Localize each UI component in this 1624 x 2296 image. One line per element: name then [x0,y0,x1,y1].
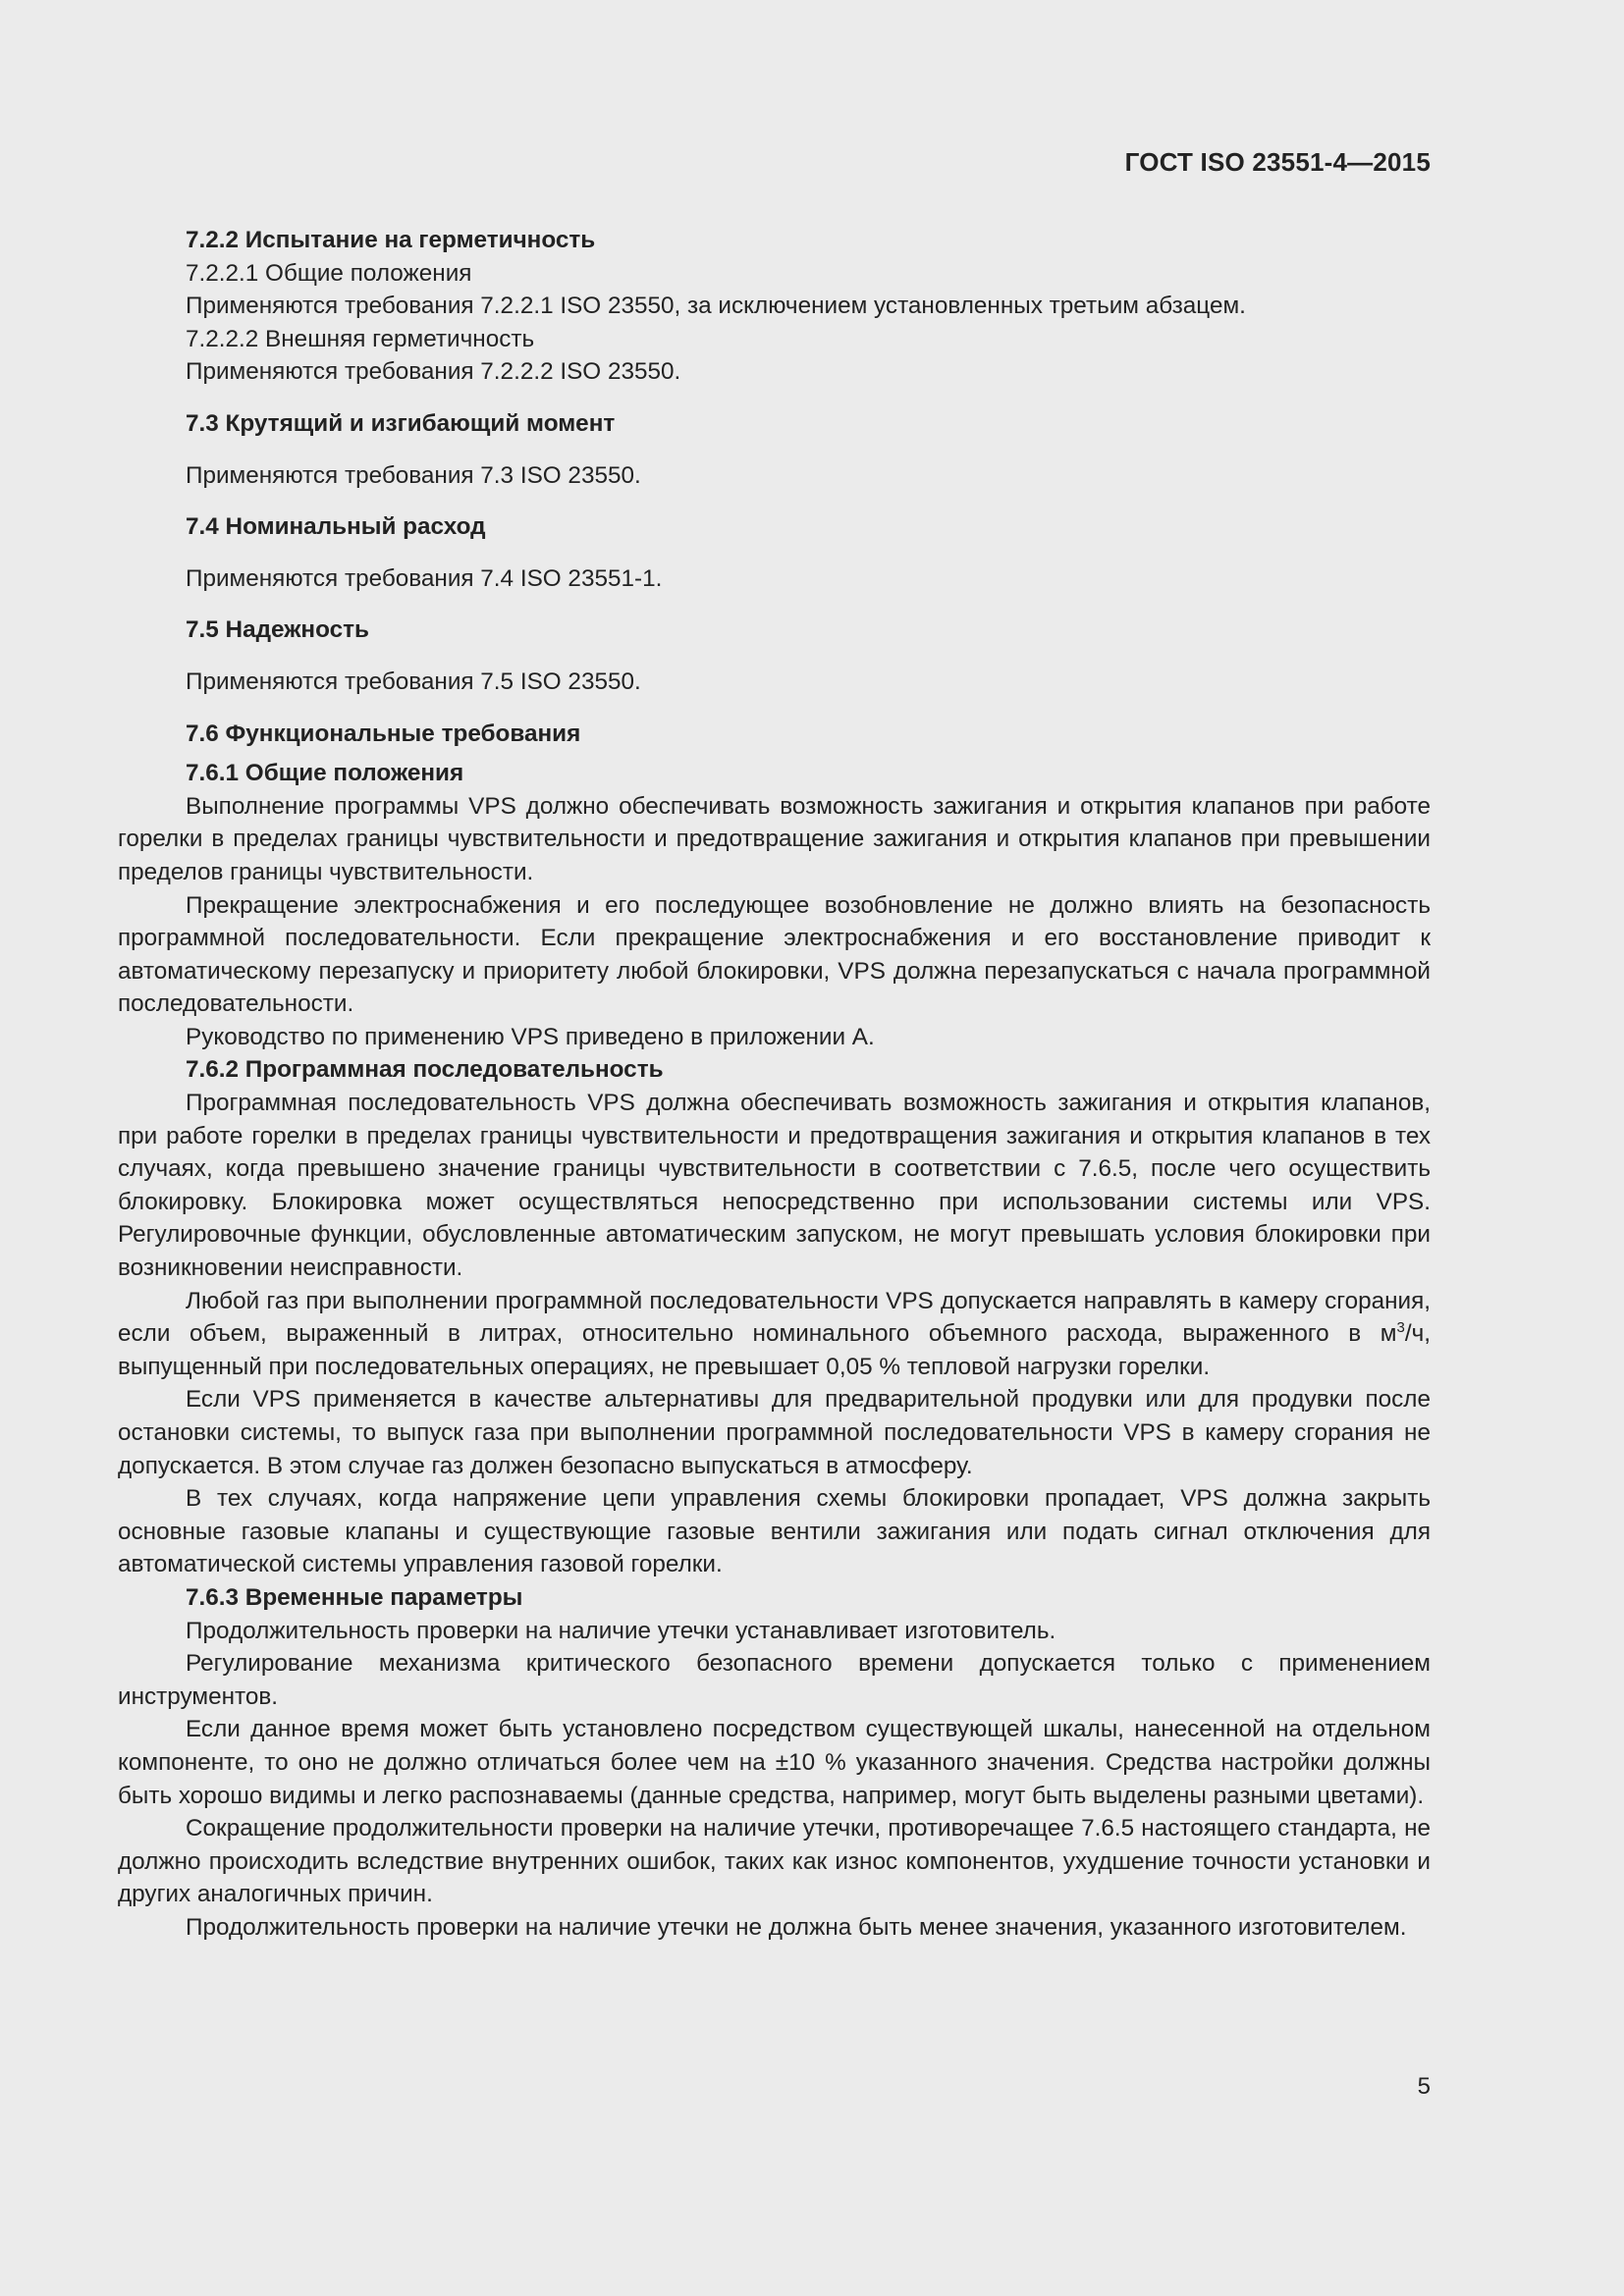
section-7-6-1-paragraph: Прекращение электроснабжения и его последующее возобновление не должно влиять на безопасность программной последовательности. Если прекращение электроснабжения и его восстановление приводит к автоматическому перезапуску и приоритету любой блокировки, VPS должна перезапускаться с начала программной последовательности. [118,891,1431,1018]
section-7-6-1-paragraph: Руководство по применению VPS приведено в приложении А. [186,1023,875,1050]
paragraph-text: /ч, выпущенный при последовательных операциях, не превышает 0,05 % тепловой нагрузки горелки. [118,1320,1431,1380]
section-7-5-heading: 7.5 Надежность [186,616,369,644]
section-7-4-heading: 7.4 Номинальный расход [186,513,486,541]
section-7-3-heading: 7.3 Крутящий и изгибающий момент [186,409,616,437]
section-7-6-2-paragraph: Если VPS применяется в качестве альтернативы для предварительной продувки или для продувки после остановки системы, то выпуск газа при выполнении программной последовательности VPS в камеру сгорания не допускается. В этом случае газ должен безопасно выпускаться в атмосферу. [118,1386,1431,1479]
section-7-2-2-1-text: Применяются требования 7.2.2.1 ISO 23550, за исключением установленных третьим абзацем. [186,293,1246,320]
page-number: 5 [1417,2073,1431,2100]
section-7-2-2-heading: 7.2.2 Испытание на герметичность [186,227,596,253]
section-7-6-1-heading: 7.6.1 Общие положения [186,760,464,787]
section-7-5-text: Применяются требования 7.5 ISO 23550. [186,667,641,695]
section-7-6-heading: 7.6 Функциональные требования [186,720,581,747]
section-7-6-3-paragraph: Регулирование механизма критического безопасного времени допускается только с применением инструментов. [118,1650,1431,1710]
document-code-header: ГОСТ ISO 23551-4—2015 [1124,147,1431,177]
section-7-4-text: Применяются требования 7.4 ISO 23551-1. [186,564,663,592]
section-7-6-3-heading: 7.6.3 Временные параметры [186,1583,523,1611]
section-7-6-3-paragraph: Продолжительность проверки на наличие утечки не должна быть менее значения, указанного изготовителем. [186,1913,1407,1941]
paragraph-text: Любой газ при выполнении программной последовательности VPS допускается направлять в камеру сгорания, если объем, выраженный в литрах, относительно номинального объемного расхода, выраженного в м [118,1287,1431,1348]
section-7-6-2-paragraph: В тех случаях, когда напряжение цепи управления схемы блокировки пропадает, VPS должна закрыть основные газовые клапаны и существующие газовые вентили зажигания или подать сигнал отключения для автоматической системы управления газовой горелки. [118,1485,1431,1578]
section-7-2-2-2-heading: 7.2.2.2 Внешняя герметичность [186,325,535,352]
section-7-6-3-paragraph: Если данное время может быть установлено посредством существующей шкалы, нанесенной на отдельном компоненте, то оно не должно отличаться более чем на ±10 % указанного значения. Средства настройки должны быть хорошо видимы и легко распознаваемы (данные средства, например, могут быть выделены разными цветами). [118,1716,1431,1809]
section-7-3-text: Применяются требования 7.3 ISO 23550. [186,461,641,489]
section-7-6-2-paragraph [118,1285,1431,1384]
section-7-6-3-paragraph: Продолжительность проверки на наличие утечки устанавливает изготовитель. [186,1617,1056,1644]
section-7-6-3-paragraph: Сокращение продолжительности проверки на наличие утечки, противоречащее 7.6.5 настоящего стандарта, не должно происходить вследствие внутренних ошибок, таких как износ компонентов, ухудшение точности установки и других аналогичных причин. [118,1815,1431,1908]
section-7-6-1-paragraph: Выполнение программы VPS должно обеспечивать возможность зажигания и открытия клапанов при работе горелки в пределах границы чувствительности и предотвращение зажигания и открытия клапанов при превышении пределов границы чувствительности. [118,792,1431,885]
section-7-2-2-2-text: Применяются требования 7.2.2.2 ISO 23550. [186,358,681,386]
section-7-6-2-heading: 7.6.2 Программная последовательность [186,1056,664,1084]
section-7-6-2-paragraph: Программная последовательность VPS должна обеспечивать возможность зажигания и открытия клапанов, при работе горелки в пределах границы чувствительности и предотвращения зажигания и открытия клапанов в тех случаях, когда превышено значение границы чувствительности в соответствии с 7.6.5, после чего осуществить блокировку. Блокировка может осуществляться непосредственно при использовании системы или VPS. Регулировочные функции, обусловленные автоматическим запуском, не могут превышать условия блокировки при возникновении неисправности. [118,1090,1431,1282]
page-content [118,224,1431,1945]
superscript-exponent: 3 [1396,1319,1405,1337]
section-7-2-2-1-heading: 7.2.2.1 Общие положения [186,259,472,287]
